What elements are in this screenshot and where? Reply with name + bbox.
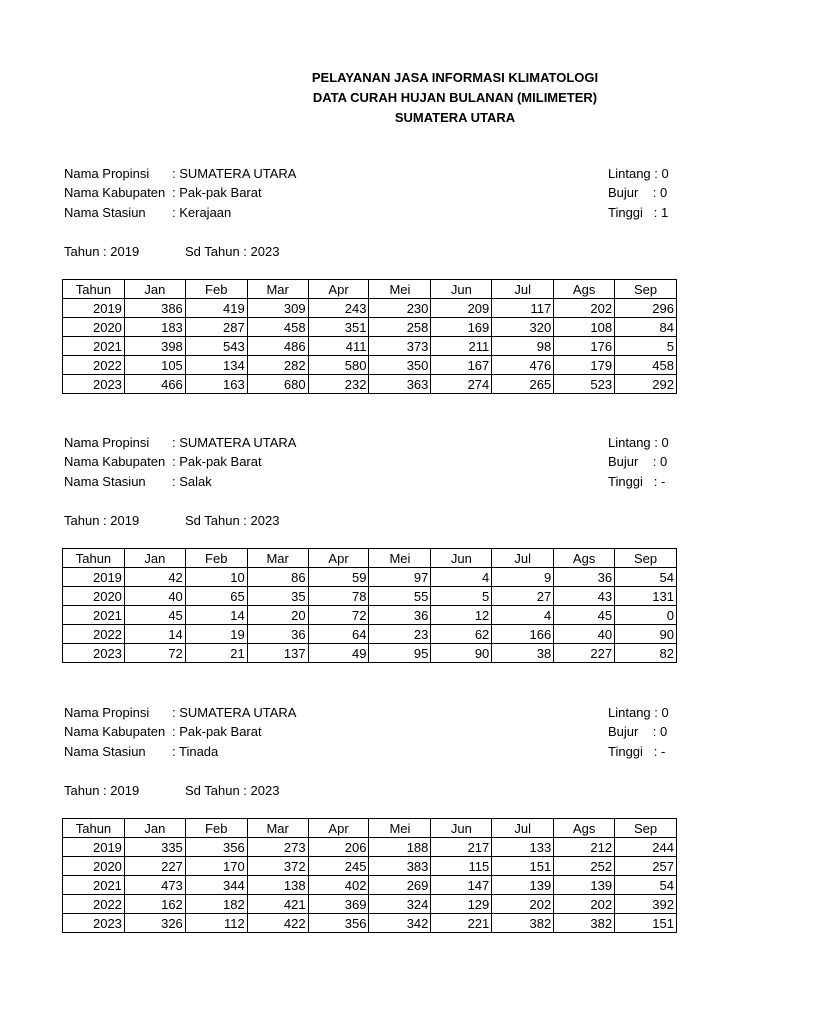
table-cell: 466	[124, 375, 185, 394]
table-cell: 163	[185, 375, 247, 394]
table-cell: 147	[431, 876, 492, 895]
column-header: Sep	[615, 819, 677, 838]
stasiun-value: : Tinada	[172, 744, 219, 759]
kabupaten-value: : Pak-pak Barat	[172, 724, 262, 739]
report-header	[0, 68, 768, 128]
table-cell: 49	[308, 644, 369, 663]
table-cell: 95	[369, 644, 431, 663]
kabupaten-label: Nama Kabupaten	[64, 724, 166, 739]
table-cell: 227	[124, 857, 185, 876]
column-header: Apr	[308, 549, 369, 568]
column-header: Mei	[369, 819, 431, 838]
table-cell: 411	[308, 337, 369, 356]
table-cell: 10	[185, 568, 247, 587]
column-header: Jul	[492, 549, 554, 568]
column-header: Jan	[124, 549, 185, 568]
table-row	[63, 857, 677, 876]
table-cell: 2019	[63, 838, 125, 857]
tahun-end: Sd Tahun : 2023	[185, 513, 280, 528]
table-cell: 245	[308, 857, 369, 876]
table-cell: 309	[247, 299, 308, 318]
table-cell: 12	[431, 606, 492, 625]
table-cell: 342	[369, 914, 431, 933]
table-cell: 134	[185, 356, 247, 375]
column-header: Jun	[431, 280, 492, 299]
column-header: Mar	[247, 280, 308, 299]
table-cell: 265	[492, 375, 554, 394]
report-region: SUMATERA UTARA	[394, 110, 516, 125]
table-cell: 473	[124, 876, 185, 895]
table-cell: 64	[308, 625, 369, 644]
column-header: Mei	[369, 280, 431, 299]
table-cell: 680	[247, 375, 308, 394]
table-cell: 543	[185, 337, 247, 356]
table-row	[63, 838, 677, 857]
column-header: Mar	[247, 819, 308, 838]
table-cell: 179	[554, 356, 615, 375]
table-cell: 351	[308, 318, 369, 337]
table-cell: 151	[615, 914, 677, 933]
table-cell: 273	[247, 838, 308, 857]
table-cell: 2021	[63, 337, 125, 356]
table-cell: 282	[247, 356, 308, 375]
station-block	[0, 703, 768, 943]
column-header: Jun	[431, 819, 492, 838]
stasiun-label: Nama Stasiun	[64, 744, 146, 759]
table-cell: 580	[308, 356, 369, 375]
column-header: Mar	[247, 549, 308, 568]
table-cell: 398	[124, 337, 185, 356]
stasiun-label: Nama Stasiun	[64, 474, 146, 489]
report-subtitle: DATA CURAH HUJAN BULANAN (MILIMETER)	[312, 90, 598, 105]
report-title: PELAYANAN JASA INFORMASI KLIMATOLOGI	[311, 70, 599, 85]
column-header: Jan	[124, 280, 185, 299]
column-header: Mei	[369, 549, 431, 568]
propinsi-value: : SUMATERA UTARA	[172, 166, 297, 181]
table-row	[63, 568, 677, 587]
propinsi-value: : SUMATERA UTARA	[172, 435, 297, 450]
table-row	[63, 587, 677, 606]
table-cell: 36	[554, 568, 615, 587]
table-cell: 90	[431, 644, 492, 663]
lintang-value: Lintang : 0	[608, 166, 669, 181]
table-cell: 269	[369, 876, 431, 895]
column-header: Apr	[308, 819, 369, 838]
table-cell: 274	[431, 375, 492, 394]
kabupaten-value: : Pak-pak Barat	[172, 454, 262, 469]
table-cell: 176	[554, 337, 615, 356]
table-cell: 129	[431, 895, 492, 914]
table-row	[63, 299, 677, 318]
table-cell: 211	[431, 337, 492, 356]
tahun-end: Sd Tahun : 2023	[185, 244, 280, 259]
table-cell: 27	[492, 587, 554, 606]
table-cell: 2022	[63, 356, 125, 375]
table-cell: 20	[247, 606, 308, 625]
table-row	[63, 625, 677, 644]
table-cell: 227	[554, 644, 615, 663]
column-header: Ags	[554, 549, 615, 568]
table-cell: 137	[247, 644, 308, 663]
column-header: Jun	[431, 549, 492, 568]
table-cell: 2023	[63, 375, 125, 394]
table-cell: 4	[492, 606, 554, 625]
column-header: Jul	[492, 819, 554, 838]
lintang-value: Lintang : 0	[608, 435, 669, 450]
table-cell: 45	[554, 606, 615, 625]
kabupaten-label: Nama Kabupaten	[64, 185, 166, 200]
table-cell: 356	[185, 838, 247, 857]
tahun-start: Tahun : 2019	[64, 513, 140, 528]
rainfall-table	[62, 548, 677, 663]
table-row	[63, 375, 677, 394]
table-cell: 84	[615, 318, 677, 337]
table-cell: 372	[247, 857, 308, 876]
table-cell: 252	[554, 857, 615, 876]
column-header: Feb	[185, 819, 247, 838]
table-cell: 243	[308, 299, 369, 318]
propinsi-label: Nama Propinsi	[64, 705, 150, 720]
table-cell: 54	[615, 568, 677, 587]
table-cell: 209	[431, 299, 492, 318]
rainfall-table-wrap	[62, 818, 674, 938]
table-cell: 162	[124, 895, 185, 914]
table-cell: 42	[124, 568, 185, 587]
propinsi-label: Nama Propinsi	[64, 166, 150, 181]
table-cell: 335	[124, 838, 185, 857]
table-cell: 5	[615, 337, 677, 356]
table-cell: 369	[308, 895, 369, 914]
table-header-row	[63, 819, 677, 838]
lintang-value: Lintang : 0	[608, 705, 669, 720]
stasiun-label: Nama Stasiun	[64, 205, 146, 220]
table-cell: 36	[369, 606, 431, 625]
table-cell: 166	[492, 625, 554, 644]
column-header: Ags	[554, 280, 615, 299]
table-cell: 382	[554, 914, 615, 933]
table-cell: 151	[492, 857, 554, 876]
column-header: Sep	[615, 549, 677, 568]
column-header: Feb	[185, 280, 247, 299]
tinggi-value: Tinggi : 1	[608, 205, 669, 220]
table-cell: 257	[615, 857, 677, 876]
table-cell: 296	[615, 299, 677, 318]
table-cell: 65	[185, 587, 247, 606]
table-cell: 23	[369, 625, 431, 644]
table-cell: 363	[369, 375, 431, 394]
table-row	[63, 895, 677, 914]
table-cell: 326	[124, 914, 185, 933]
table-row	[63, 337, 677, 356]
table-cell: 2019	[63, 568, 125, 587]
table-cell: 38	[492, 644, 554, 663]
table-cell: 21	[185, 644, 247, 663]
table-cell: 421	[247, 895, 308, 914]
tinggi-value: Tinggi : -	[608, 474, 666, 489]
table-cell: 182	[185, 895, 247, 914]
table-cell: 292	[615, 375, 677, 394]
table-cell: 86	[247, 568, 308, 587]
column-header: Ags	[554, 819, 615, 838]
tahun-end: Sd Tahun : 2023	[185, 783, 280, 798]
table-cell: 14	[124, 625, 185, 644]
table-cell: 108	[554, 318, 615, 337]
table-cell: 2023	[63, 644, 125, 663]
rainfall-table-wrap	[62, 548, 674, 668]
rainfall-table-wrap	[62, 279, 674, 399]
table-cell: 55	[369, 587, 431, 606]
table-cell: 98	[492, 337, 554, 356]
table-cell: 320	[492, 318, 554, 337]
station-block	[0, 433, 768, 673]
table-cell: 476	[492, 356, 554, 375]
table-cell: 258	[369, 318, 431, 337]
table-cell: 97	[369, 568, 431, 587]
table-cell: 2019	[63, 299, 125, 318]
table-cell: 350	[369, 356, 431, 375]
table-cell: 43	[554, 587, 615, 606]
table-cell: 2022	[63, 625, 125, 644]
table-cell: 112	[185, 914, 247, 933]
table-cell: 402	[308, 876, 369, 895]
column-header: Apr	[308, 280, 369, 299]
column-header: Tahun	[63, 819, 125, 838]
table-cell: 2020	[63, 318, 125, 337]
table-cell: 72	[124, 644, 185, 663]
kabupaten-label: Nama Kabupaten	[64, 454, 166, 469]
table-cell: 356	[308, 914, 369, 933]
table-cell: 133	[492, 838, 554, 857]
table-cell: 139	[554, 876, 615, 895]
bujur-value: Bujur : 0	[608, 724, 668, 739]
table-cell: 458	[247, 318, 308, 337]
table-cell: 105	[124, 356, 185, 375]
table-cell: 19	[185, 625, 247, 644]
kabupaten-value: : Pak-pak Barat	[172, 185, 262, 200]
table-cell: 232	[308, 375, 369, 394]
table-cell: 2020	[63, 857, 125, 876]
table-cell: 419	[185, 299, 247, 318]
table-cell: 217	[431, 838, 492, 857]
table-cell: 14	[185, 606, 247, 625]
table-cell: 221	[431, 914, 492, 933]
table-cell: 202	[554, 895, 615, 914]
bujur-value: Bujur : 0	[608, 454, 668, 469]
table-cell: 139	[492, 876, 554, 895]
table-cell: 62	[431, 625, 492, 644]
table-cell: 523	[554, 375, 615, 394]
table-cell: 212	[554, 838, 615, 857]
table-cell: 202	[492, 895, 554, 914]
table-cell: 115	[431, 857, 492, 876]
table-cell: 2021	[63, 606, 125, 625]
table-cell: 2023	[63, 914, 125, 933]
table-cell: 138	[247, 876, 308, 895]
table-header-row	[63, 549, 677, 568]
table-cell: 324	[369, 895, 431, 914]
station-block	[0, 164, 768, 404]
table-cell: 344	[185, 876, 247, 895]
table-cell: 4	[431, 568, 492, 587]
table-row	[63, 644, 677, 663]
table-row	[63, 606, 677, 625]
table-cell: 206	[308, 838, 369, 857]
table-cell: 117	[492, 299, 554, 318]
bujur-value: Bujur : 0	[608, 185, 668, 200]
table-cell: 0	[615, 606, 677, 625]
table-cell: 54	[615, 876, 677, 895]
table-cell: 230	[369, 299, 431, 318]
table-cell: 383	[369, 857, 431, 876]
table-cell: 40	[124, 587, 185, 606]
table-header-row	[63, 280, 677, 299]
column-header: Tahun	[63, 280, 125, 299]
stasiun-value: : Salak	[172, 474, 212, 489]
table-row	[63, 318, 677, 337]
column-header: Feb	[185, 549, 247, 568]
table-cell: 458	[615, 356, 677, 375]
table-cell: 183	[124, 318, 185, 337]
table-cell: 90	[615, 625, 677, 644]
tahun-start: Tahun : 2019	[64, 244, 140, 259]
propinsi-value: : SUMATERA UTARA	[172, 705, 297, 720]
table-cell: 78	[308, 587, 369, 606]
table-cell: 202	[554, 299, 615, 318]
table-cell: 2021	[63, 876, 125, 895]
table-cell: 373	[369, 337, 431, 356]
propinsi-label: Nama Propinsi	[64, 435, 150, 450]
table-cell: 2022	[63, 895, 125, 914]
table-cell: 9	[492, 568, 554, 587]
table-cell: 72	[308, 606, 369, 625]
table-cell: 82	[615, 644, 677, 663]
table-cell: 35	[247, 587, 308, 606]
stasiun-value: : Kerajaan	[172, 205, 232, 220]
column-header: Sep	[615, 280, 677, 299]
table-cell: 2020	[63, 587, 125, 606]
table-cell: 167	[431, 356, 492, 375]
table-row	[63, 876, 677, 895]
table-cell: 188	[369, 838, 431, 857]
rainfall-table	[62, 818, 677, 933]
column-header: Tahun	[63, 549, 125, 568]
column-header: Jul	[492, 280, 554, 299]
table-cell: 5	[431, 587, 492, 606]
column-header: Jan	[124, 819, 185, 838]
rainfall-table	[62, 279, 677, 394]
table-cell: 131	[615, 587, 677, 606]
table-cell: 169	[431, 318, 492, 337]
table-cell: 392	[615, 895, 677, 914]
table-cell: 40	[554, 625, 615, 644]
table-cell: 386	[124, 299, 185, 318]
table-cell: 170	[185, 857, 247, 876]
table-cell: 45	[124, 606, 185, 625]
tahun-start: Tahun : 2019	[64, 783, 140, 798]
table-cell: 36	[247, 625, 308, 644]
table-cell: 422	[247, 914, 308, 933]
table-cell: 486	[247, 337, 308, 356]
table-row	[63, 914, 677, 933]
tinggi-value: Tinggi : -	[608, 744, 666, 759]
table-row	[63, 356, 677, 375]
table-cell: 244	[615, 838, 677, 857]
table-cell: 59	[308, 568, 369, 587]
table-cell: 287	[185, 318, 247, 337]
table-cell: 382	[492, 914, 554, 933]
